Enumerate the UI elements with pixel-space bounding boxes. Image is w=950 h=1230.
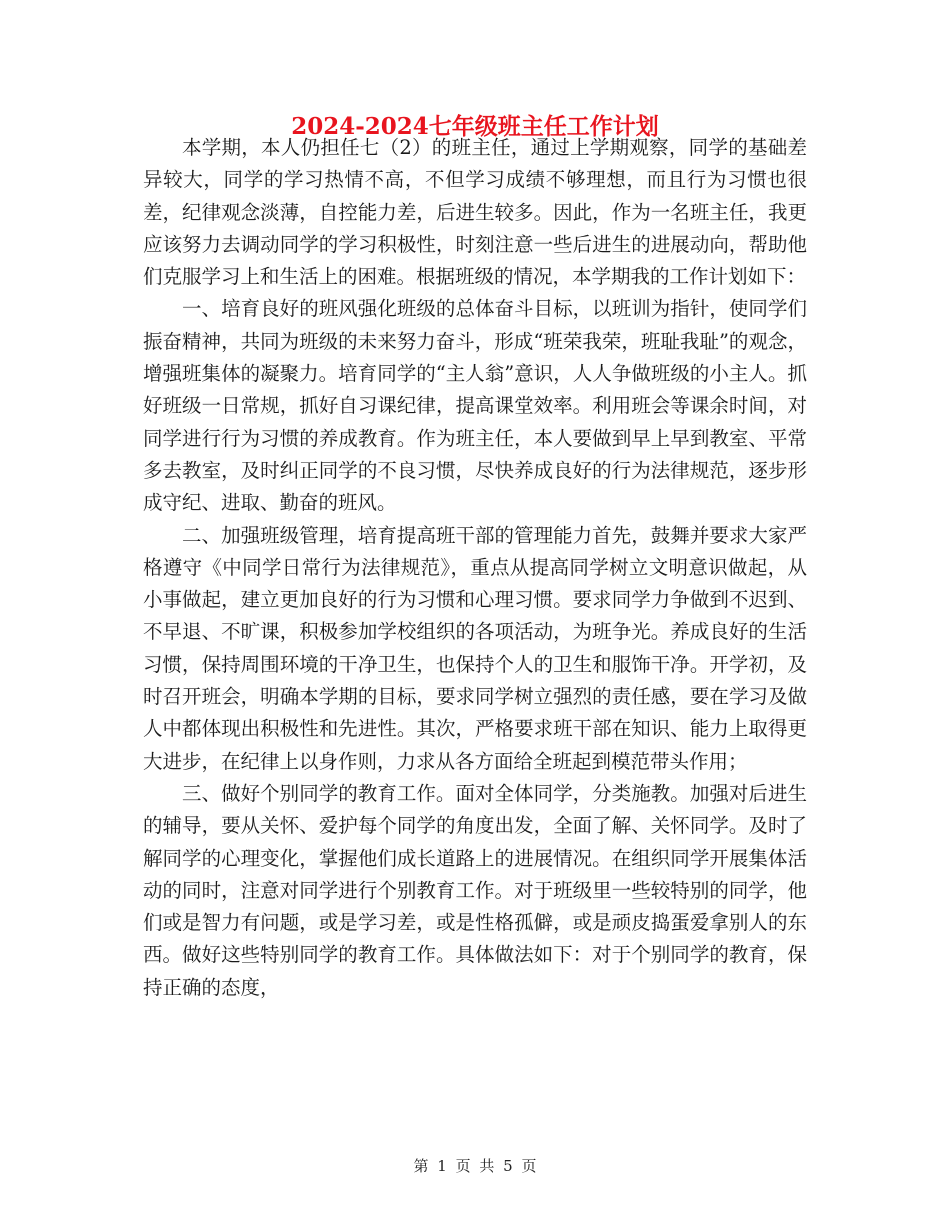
document-body: [143, 132, 807, 1004]
page-number-footer: 第 1 页 共 5 页: [413, 1157, 537, 1175]
document-title: 2024-2024七年级班主任工作计划: [291, 113, 659, 140]
section-one-paragraph: 一、培育良好的班风强化班级的总体奋斗目标，以班训为指针，使同学们振奋精神，共同为班级的未来努力奋斗，形成“班荣我荣，班耻我耻”的观念，增强班集体的凝聚力。培育同学的“主人翁”意识，人人争做班级的小主人。抓好班级一日常规，抓好自习课纪律，提高课堂效率。利用班会等课余时间，对同学进行行为习惯的养成教育。作为班主任，本人要做到早上早到教室、平常多去教室，及时纠正同学的不良习惯，尽快养成良好的行为法律规范，逐步形成守纪、进取、勤奋的班风。: [143, 297, 807, 515]
section-two-paragraph: 二、加强班级管理，培育提高班干部的管理能力首先，鼓舞并要求大家严格遵守《中同学日常行为法律规范》，重点从提高同学树立文明意识做起，从小事做起，建立更加良好的行为习惯和心理习惯。要求同学力争做到不迟到、不早退、不旷课，积极参加学校组织的各项活动，为班争光。养成良好的生活习惯，保持周围环境的干净卫生，也保持个人的卫生和服饰干净。开学初，及时召开班会，明确本学期的目标，要求同学树立强烈的责任感，要在学习及做人中都体现出积极性和先进性。其次，严格要求班干部在知识、能力上取得更大进步，在纪律上以身作则，力求从各方面给全班起到模范带头作用；: [143, 523, 807, 773]
section-three-paragraph: 三、做好个别同学的教育工作。面对全体同学，分类施教。加强对后进生的辅导，要从关怀、爱护每个同学的角度出发，全面了解、关怀同学。及时了解同学的心理变化，掌握他们成长道路上的进展情况。在组织同学开展集体活动的同时，注意对同学进行个别教育工作。对于班级里一些较特别的同学，他们或是智力有问题，或是学习差，或是性格孤僻，或是顽皮捣蛋爱拿别人的东西。做好这些特别同学的教育工作。具体做法如下：对于个别同学的教育，保持正确的态度，: [143, 781, 807, 999]
intro-paragraph: 本学期，本人仍担任七（2）的班主任，通过上学期观察，同学的基础差异较大，同学的学习热情不高，不但学习成绩不够理想，而且行为习惯也很差，纪律观念淡薄，自控能力差，后进生较多。因此，作为一名班主任，我更应该努力去调动同学的学习积极性，时刻注意一些后进生的进展动向，帮助他们克服学习上和生活上的困难。根据班级的情况，本学期我的工作计划如下：: [143, 136, 807, 289]
